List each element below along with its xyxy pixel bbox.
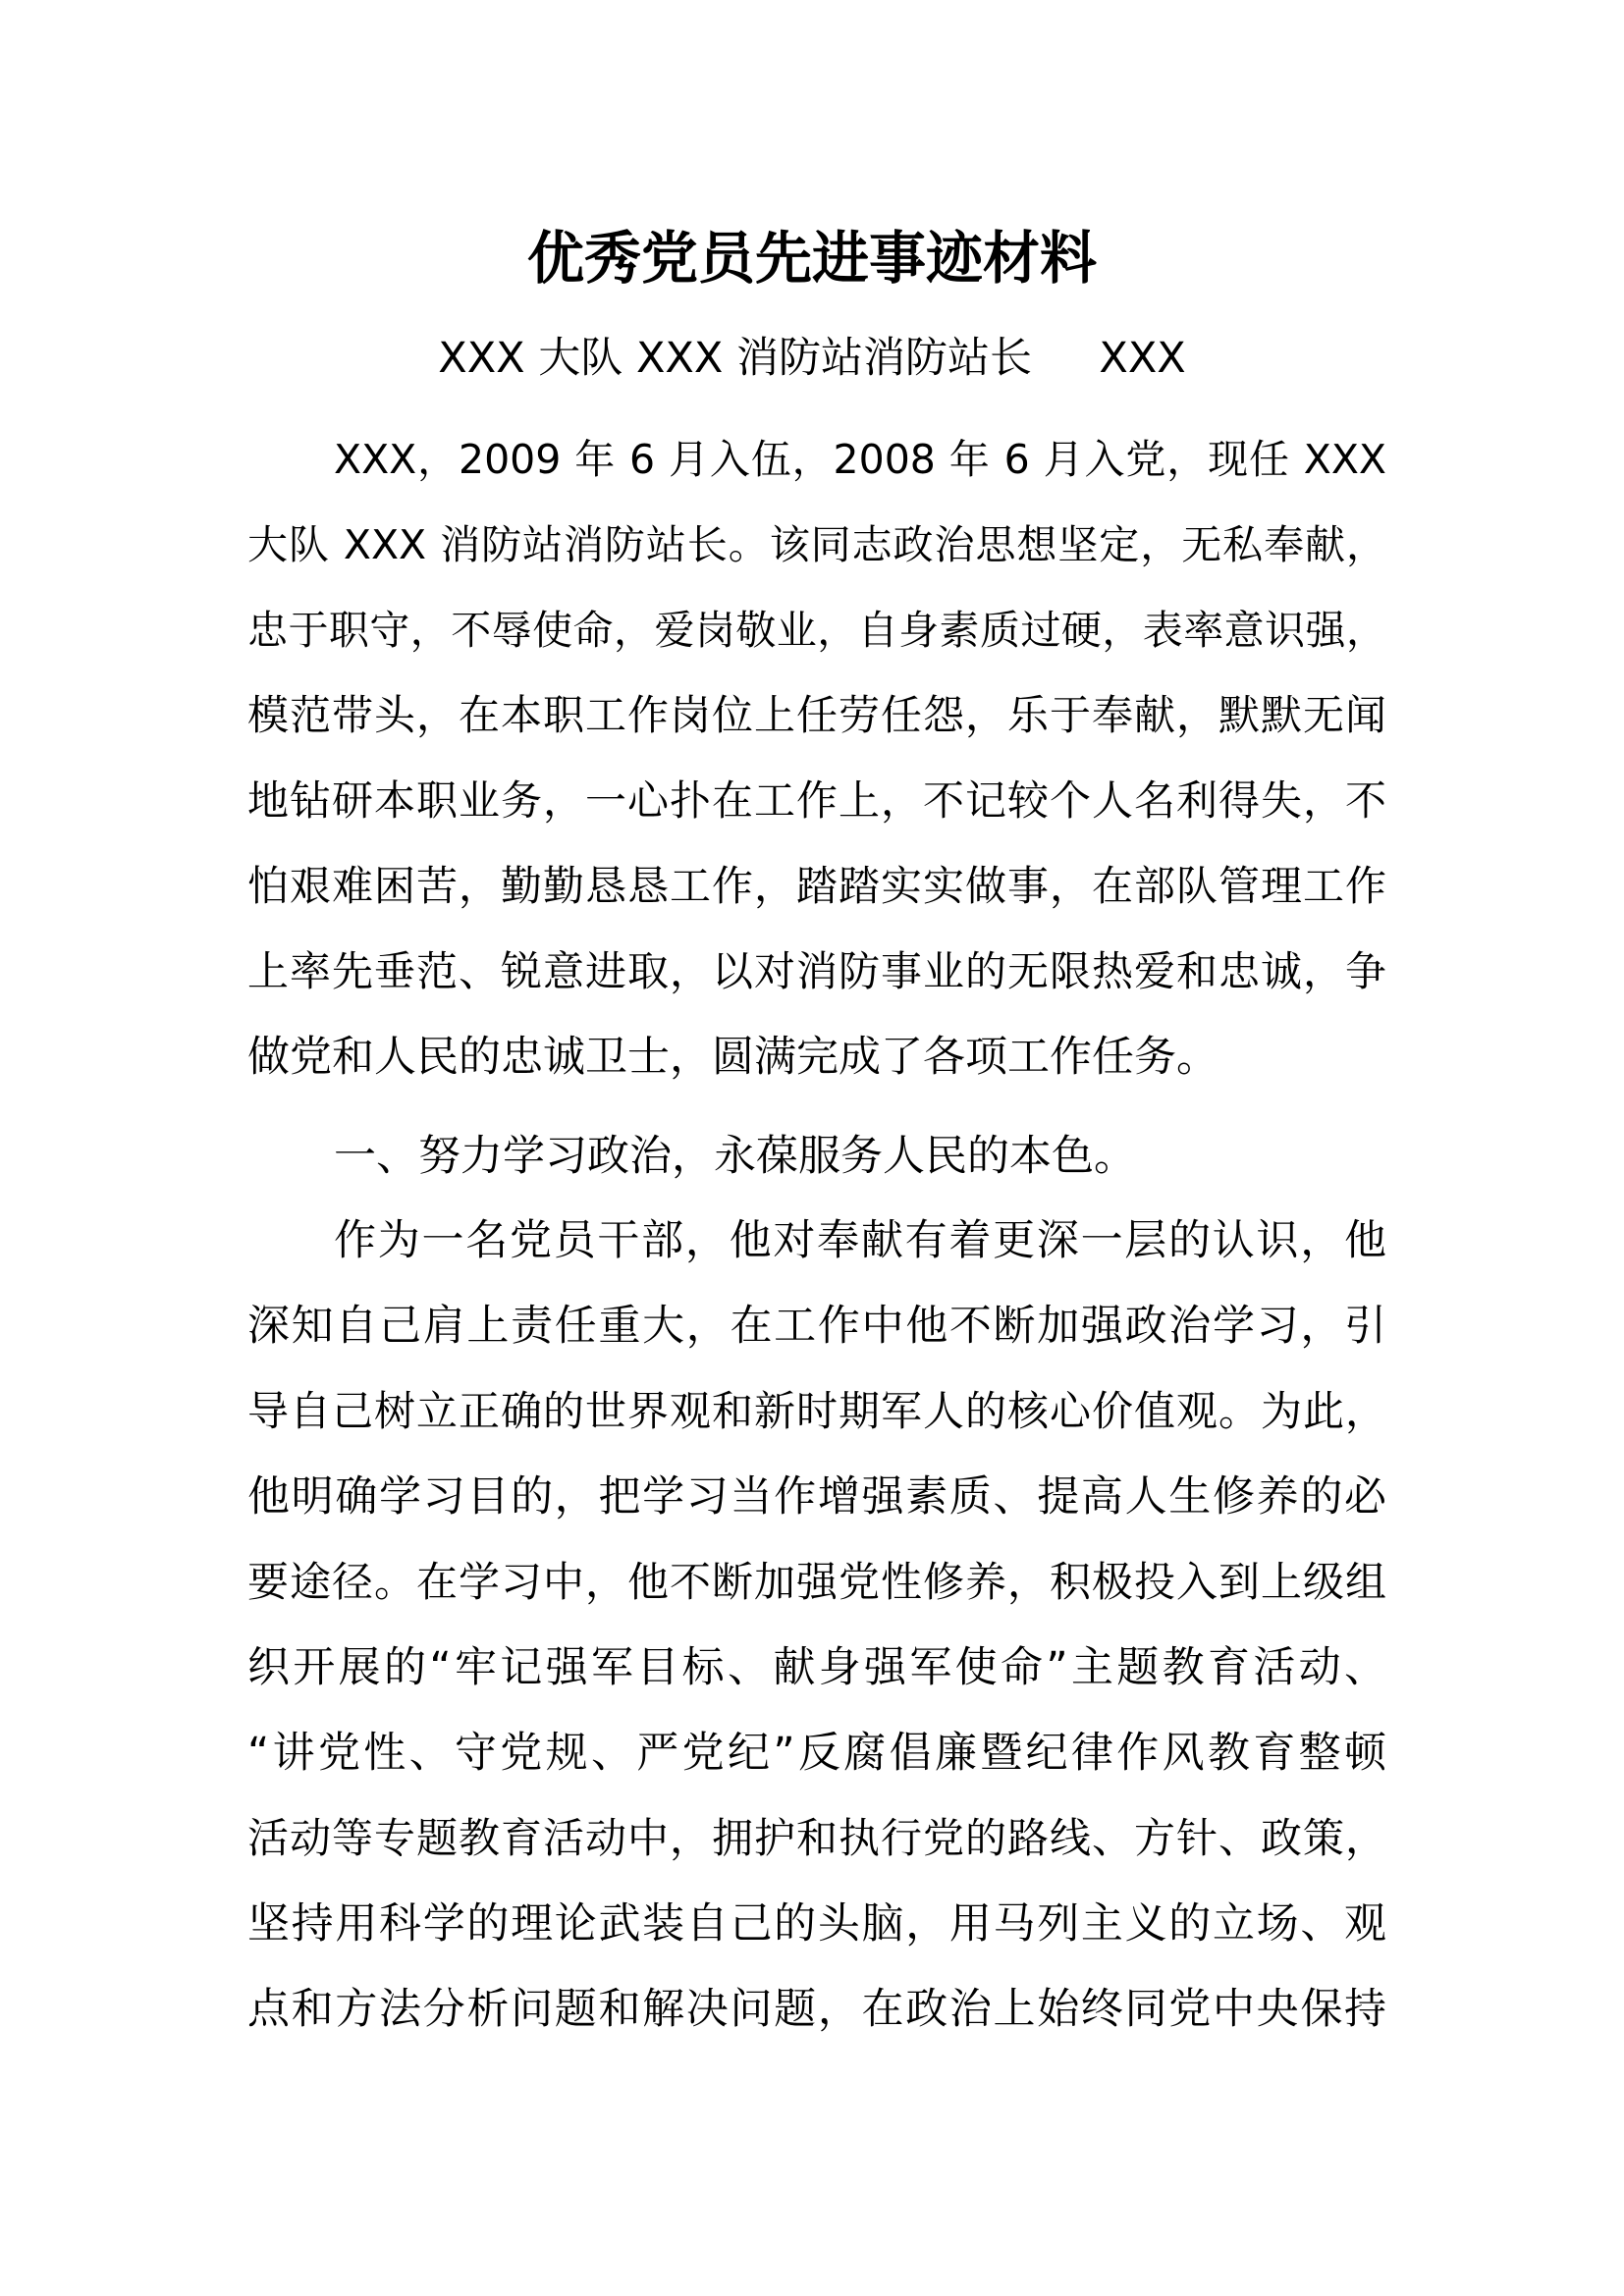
paragraph-line: 织开展的“牢记强军目标、献身强军使命”主题教育活动、 xyxy=(247,1643,1386,1692)
document-title: 优秀党员先进事迹材料 xyxy=(526,225,1097,292)
paragraph-line: 大队 XXX 消防站消防站长。该同志政治思想坚定，无私奉献， xyxy=(247,521,1386,568)
paragraph-line: 上率先垂范、锐意进取，以对消防事业的无限热爱和忠诚，争 xyxy=(247,947,1386,995)
paragraph-line: XXX，2009 年 6 月入伍，2008 年 6 月入党，现任 XXX xyxy=(334,436,1386,483)
paragraph-line: 地钻研本职业务，一心扑在工作上，不记较个人名利得失，不 xyxy=(247,776,1386,825)
paragraph-line: 作为一名党员干部，他对奉献有着更深一层的认识，他 xyxy=(334,1216,1386,1265)
section-heading-line: 一、努力学习政治，永葆服务人民的本色。 xyxy=(334,1132,1136,1181)
paragraph-line: 忠于职守，不辱使命，爱岗敬业，自身素质过硬，表率意识强， xyxy=(247,607,1386,654)
paragraph-line: 做党和人民的忠诚卫士，圆满完成了各项工作任务。 xyxy=(247,1033,1218,1082)
paragraph-line: 导自己树立正确的世界观和新时期军人的核心价值观。为此， xyxy=(247,1387,1386,1435)
paragraph-line: 深知自己肩上责任重大，在工作中他不断加强政治学习，引 xyxy=(247,1302,1386,1351)
paragraph-line: 他明确学习目的，把学习当作增强素质、提高人生修养的必 xyxy=(247,1472,1386,1522)
paragraph-line: 模范带头，在本职工作岗位上任劳任怨，乐于奉献，默默无闻 xyxy=(247,691,1386,739)
paragraph-line: 活动等专题教育活动中，拥护和执行党的路线、方针、政策， xyxy=(247,1814,1386,1862)
paragraph-line: “讲党性、守党规、严党纪”反腐倡廉暨纪律作风教育整顿 xyxy=(247,1729,1386,1778)
paragraph-line: 坚持用科学的理论武装自己的头脑，用马列主义的立场、观 xyxy=(247,1899,1386,1949)
document-byline: XXX 大队 XXX 消防站消防站长 XXX xyxy=(438,334,1186,383)
paragraph-line: 点和方法分析问题和解决问题，在政治上始终同党中央保持 xyxy=(247,1985,1386,2034)
paragraph-line: 要途径。在学习中，他不断加强党性修养，积极投入到上级组 xyxy=(247,1558,1386,1606)
paragraph-line: 怕艰难困苦，勤勤恳恳工作，踏踏实实做事，在部队管理工作 xyxy=(247,862,1386,910)
